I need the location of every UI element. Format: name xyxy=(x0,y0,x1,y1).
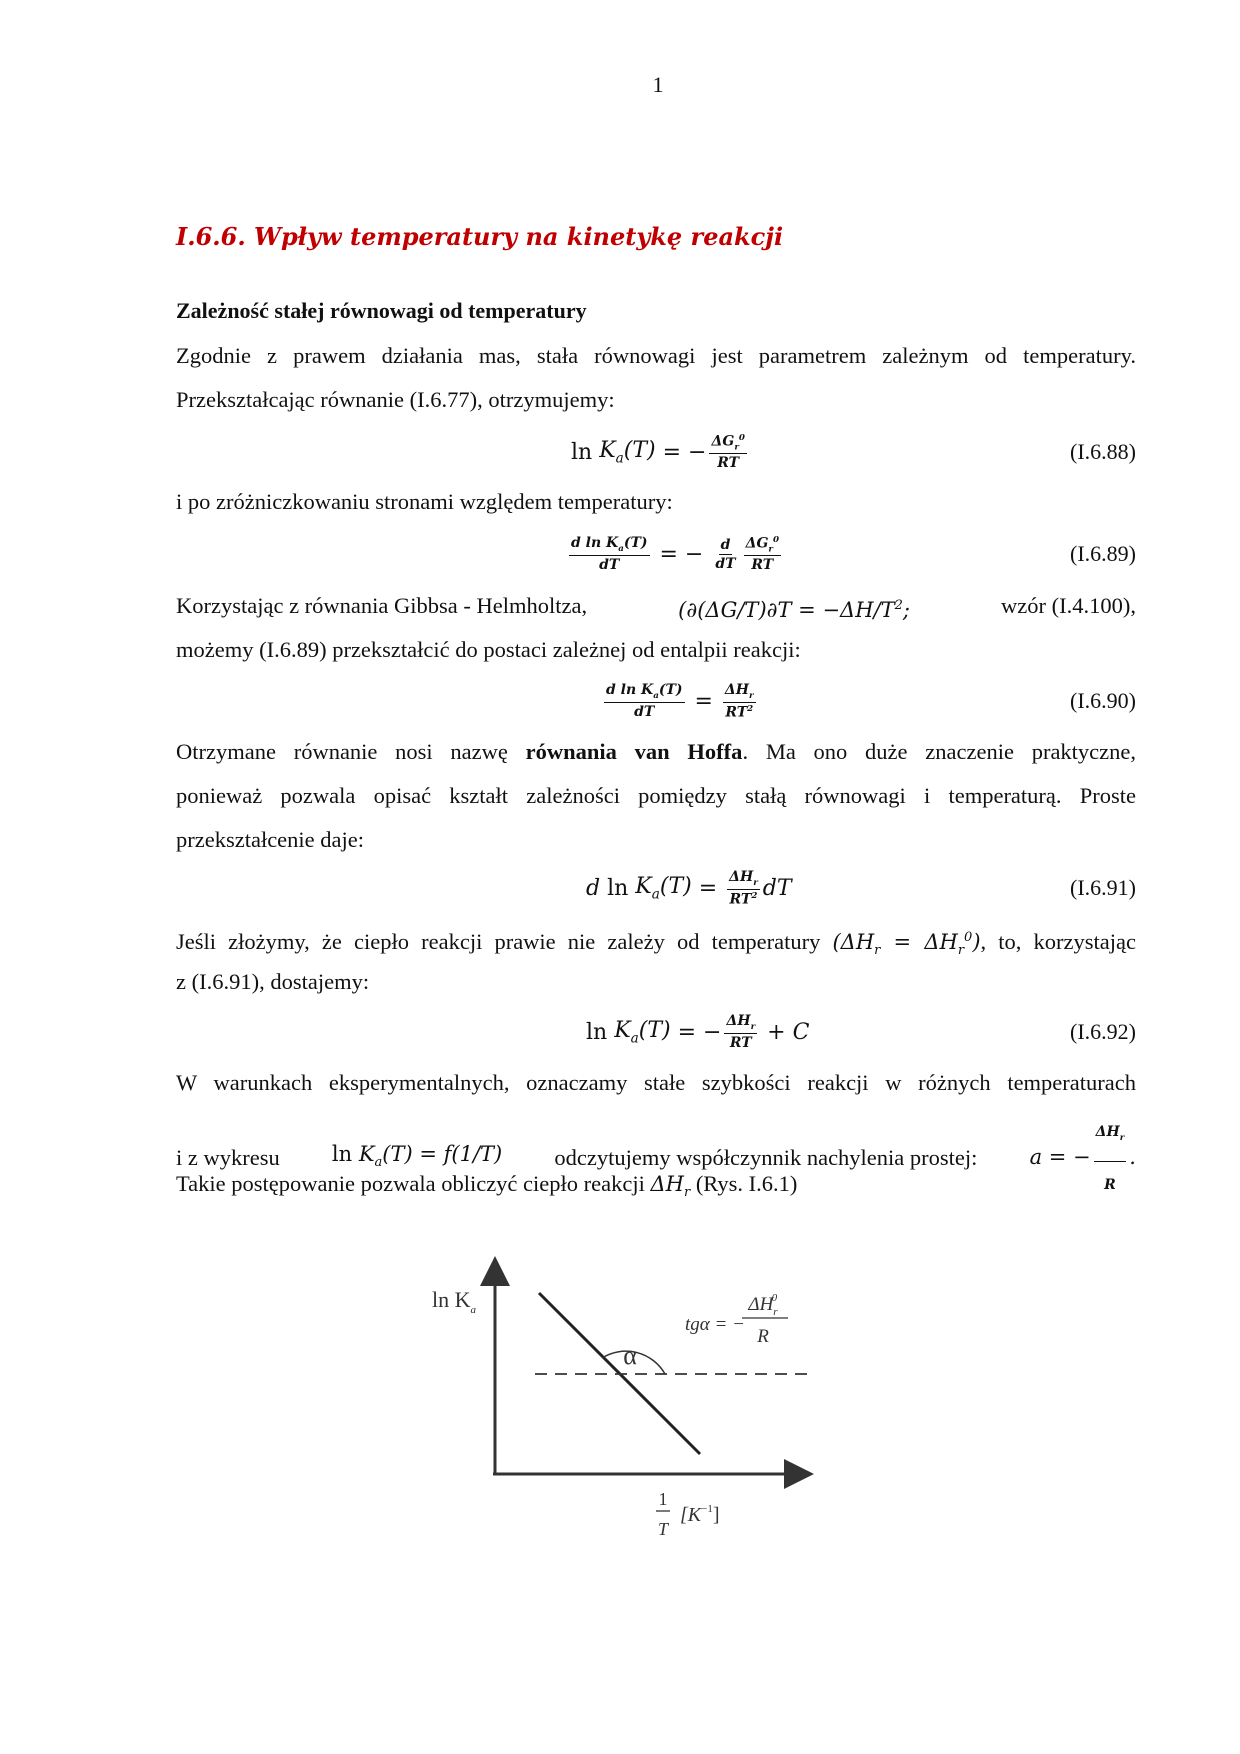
equation-89: $\frac{d \ln K_a(T)}{dT}$ = − $\frac{d}{dT}$ $\frac{\Delta G_r^0}{RT}$ xyxy=(571,534,780,574)
slope-formula: a = − $\frac{\Delta H_r}{R}$ . xyxy=(1030,1110,1136,1207)
x-axis-label-denominator: T xyxy=(657,1519,669,1539)
section-title: I.6.6. Wpływ temperatury na kinetykę reakcji xyxy=(176,222,784,251)
slope-formula-lhs: tgα = − xyxy=(685,1314,745,1335)
equation-92: ln $K_a(T)$ = − $\frac{\Delta H_r}{RT}$ + C xyxy=(586,1013,810,1051)
equation-row-89 xyxy=(176,530,1136,578)
text-span: odczytujemy współczynnik nachylenia prostej: xyxy=(554,1145,978,1171)
text-span: (Rys. I.6.1) xyxy=(695,1171,798,1196)
text-span: wzór (I.4.100), xyxy=(1001,593,1136,618)
bold-term: równania van Hoffa xyxy=(525,739,743,764)
equation-91: d ln $K_a(T)$ = $\frac{\Delta H_r}{RT^2}$ dT xyxy=(586,868,792,908)
paragraph-line: z (I.6.91), dostajemy: xyxy=(176,969,370,994)
paragraph-line: Zgodnie z prawem działania mas, stała równowagi jest parametrem zależnym od temperatury. xyxy=(176,343,1136,368)
paragraph-line: przekształcenie daje: xyxy=(176,827,365,852)
equation-88: ln $K_a(T)$ = − $\frac{\Delta G_r^0}{RT}$ xyxy=(571,432,745,472)
equation-row-92 xyxy=(176,1008,1136,1056)
paragraph-line xyxy=(176,730,1136,774)
enthalpy-symbol: $\Delta H_r$ xyxy=(650,1172,691,1201)
gibbs-helmholtz-formula: ($\partial(\Delta G/T)\partial T = -\Delta H/T^2$; xyxy=(678,598,910,622)
page-number: 1 xyxy=(652,72,664,97)
text-span: Takie postępowanie pozwala obliczyć ciepło reakcji xyxy=(176,1171,645,1196)
van-hoff-figure xyxy=(420,1255,820,1555)
equation-label: (I.6.91) xyxy=(1070,875,1136,900)
paragraph-line: Przekształcając równanie (I.6.77), otrzymujemy: xyxy=(176,387,615,412)
equation-row-91 xyxy=(176,864,1136,912)
paragraph-line xyxy=(176,584,1136,632)
text-span: , to, korzystając xyxy=(980,929,1136,954)
slope-formula-numerator: $\Delta H_r0$ xyxy=(748,1292,778,1318)
paragraph-line: ponieważ pozwala opisać kształt zależności pomiędzy stałą równowagi i temperaturą. Proste xyxy=(176,783,1136,808)
plot-formula: $\ln K_a(T) = f(1/T)$ xyxy=(331,1141,503,1170)
equation-label: (I.6.88) xyxy=(1070,439,1136,464)
subsection-title: Zależność stałej równowagi od temperatury xyxy=(176,298,587,323)
equation-row-90 xyxy=(176,677,1136,725)
text-span: . Ma ono duże znaczenie praktyczne, xyxy=(742,739,1137,764)
paragraph-line: możemy (I.6.89) przekształcić do postaci zależnej od entalpii reakcji: xyxy=(176,637,801,662)
equation-row-88 xyxy=(176,428,1136,476)
x-axis-label-numerator: 1 xyxy=(658,1489,668,1509)
paragraph-line: i po zróżniczkowaniu stronami względem temperatury: xyxy=(176,489,673,514)
equation-label: (I.6.90) xyxy=(1070,688,1136,713)
paragraph-line xyxy=(176,1162,1136,1215)
text-span: Otrzymane równanie nosi nazwę xyxy=(176,739,508,764)
angle-label: α xyxy=(623,1341,637,1370)
slope-formula-denominator: R xyxy=(757,1326,769,1347)
text-span: Korzystając z równania Gibbsa - Helmholtza, xyxy=(176,593,588,618)
text-span: i z wykresu xyxy=(176,1145,280,1171)
enthalpy-condition: $(\Delta H_r = \Delta H_r^0)$ xyxy=(832,930,981,959)
x-axis-unit: $[K^{-1}]$ xyxy=(680,1503,720,1526)
y-axis-label: $\ln K_a$ xyxy=(432,1287,476,1316)
text-span: Jeśli złożymy, że ciepło reakcji prawie nie zależy od temperatury xyxy=(176,929,821,954)
equation-90: $\frac{d \ln K_a(T)}{dT}$ = $\frac{\Delta H_r}{RT^2}$ xyxy=(606,681,754,721)
equation-label: (I.6.89) xyxy=(1070,541,1136,566)
equation-label: (I.6.92) xyxy=(1070,1019,1136,1044)
paragraph-line: W warunkach eksperymentalnych, oznaczamy stałe szybkości reakcji w różnych temperaturach xyxy=(176,1070,1136,1095)
